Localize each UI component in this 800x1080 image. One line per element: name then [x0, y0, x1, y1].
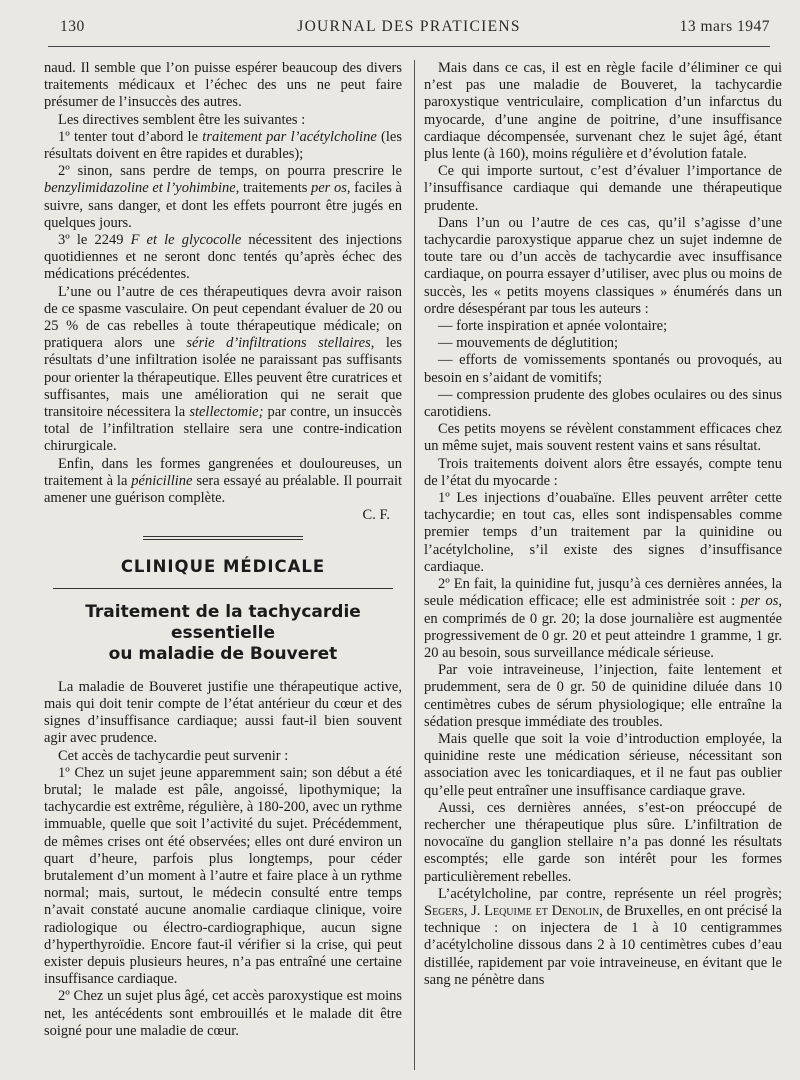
paragraph: Cet accès de tachycardie peut survenir :	[58, 747, 289, 764]
paragraph: Mais quelle que soit la voie d’introduction employée, la quinidine reste une médication sérieuse, nécessitant son association avec les tonicardiaques, et il ne faut pas oublier qu’elle peut entraîner une insuffisance cardiaque grave.	[424, 730, 782, 799]
section-title: CLINIQUE MÉDICALE	[120, 557, 326, 577]
paragraph: Par voie intraveineuse, l’injection, faite lentement et prudemment, sera de 0 gr. 50 de quinidine diluée dans 10 centimètres cubes de sérum physiologique; elle entraîne la sédation presque immédiate des troubles.	[424, 662, 782, 730]
list-item: — forte inspiration et apnée volontaire;	[438, 318, 668, 335]
issue-date: 13 mars 1947	[679, 18, 770, 35]
paragraph: Ces petits moyens se révèlent constamment efficaces chez un même sujet, mais souvent restent vains et sans résultat.	[424, 421, 782, 455]
list-item: — efforts de vomissements spontanés ou provoqués, au besoin en s’aidant de vomitifs;	[424, 352, 782, 386]
paragraph: Ce qui importe surtout, c’est d’évaluer l’importance de l’insuffisance cardiaque qui demande une thérapeutique prudente.	[424, 163, 782, 214]
paragraph: 1º tenter tout d’abord le traitement par l’acétylcholine (les résultats doivent en être rapides et durables);	[44, 128, 402, 163]
list-item: — mouvements de déglutition;	[438, 335, 619, 352]
left-column	[44, 60, 402, 1040]
paragraph: Les directives semblent être les suivantes :	[58, 111, 306, 128]
paragraph: 2º Chez un sujet plus âgé, cet accès paroxystique est moins net, les antécédents sont embrouillés et le malade dit être soigné pour une maladie de cœur.	[44, 988, 402, 1039]
column-divider	[414, 60, 415, 1070]
paragraph: L’acétylcholine, par contre, représente un réel progrès; Segers, J. Lequime et Denolin, de Bruxelles, en ont précisé la technique : on injectera de 1 à 10 centigrammes d’acétylcholine dissous dans 2 à 10 centimètres cubes d’eau distillée, rapidement par voie intraveineuse, en évitant que le sang ne pénètre dans	[424, 885, 782, 988]
paragraph: 3º le 2249 F et le glycocolle nécessitent des injections quotidiennes et ne seront donc tentés qu’après échec des médications précédentes.	[44, 232, 402, 283]
paragraph: Aussi, ces dernières années, s’est-on préoccupé de rechercher une thérapeutique plus sûre. L’infiltration de novocaïne du ganglion stellaire n’a pas donné les résultats escomptés; elle garde son intérêt pour les formes particulièrement rebelles.	[424, 799, 782, 885]
paragraph: 1º Chez un sujet jeune apparemment sain; son début a été brutal; le malade est pâle, angoissé, lipothymique; la tachycardie est extrême, régulière, à 180-200, avec un rythme immuable, quelle que soit l’activité du sujet. Précédemment, de mêmes crises ont été observées; elles ont duré environ un quart d’heure, parfois plus longtemps, pour céder brutalement d’un moment à l’autre et faire place à un rythme normal; mais, surtout, le médecin consulté entre temps n’avait constaté aucune anomalie cardiaque clinique, voire radiologique ou électro-cardiographique, aucun signe d’hyperthyroïdie. Encore faut-il vérifier si la crise, qui peut exister depuis plusieurs heures, n’a pas entraîné une certaine insuffisance cardiaque.	[44, 764, 402, 988]
paragraph: Dans l’un ou l’autre de ces cas, qu’il s’agisse d’une tachycardie paroxystique apparue chez un sujet indemne de toute tare ou d’un accès de tachycardie avec insuffisance cardiaque, on pourra essayer d’utiliser, avec plus ou moins de succès, les « petits moyens classiques » énumérés dans un ordre désespérant par tous les auteurs :	[424, 214, 782, 317]
paragraph: 2º sinon, sans perdre de temps, on pourra prescrire le benzylimidazoline et l’yohimbine, traitements per os, faciles à suivre, sans danger, et dont les effets pourront être jugés en quelques jours.	[44, 163, 402, 231]
list-item: — compression prudente des globes oculaires ou des sinus carotidiens.	[424, 386, 782, 421]
page-header	[48, 16, 770, 42]
right-column	[424, 60, 782, 989]
paragraph: 1º Les injections d’ouabaïne. Elles peuvent arrêter cette tachycardie; en tout cas, elles sont indispensables comme premier temps d’un traitement par la quinidine ou l’acétylcholine, s’il existe des signes d’insuffisance cardiaque.	[424, 490, 782, 575]
paragraph: naud. Il semble que l’on puisse espérer beaucoup des divers traitements médicaux et l’échec des uns ne peut faire présumer de l’insuccès des autres.	[44, 60, 402, 111]
paragraph: L’une ou l’autre de ces thérapeutiques devra avoir raison de ce spasme vasculaire. On peut cependant évaluer de 20 ou 25 % de cas rebelles à toute thérapeutique médicale; on pratiquera alors une série d’infiltrations stellaires, les résultats d’une infiltration isolée ne paraissant pas suffisants pour orienter la thérapeutique. Elles peuvent être curatrices et suffisantes, mais une amélioration qui ne serait que transitoire nécessitera la stellectomie; par contre, un insuccès total de l’infiltration stellaire sera une contre-indication chirurgicale.	[44, 283, 402, 455]
article-title: Traitement de la tachycardie essentielle ou maladie de Bouveret	[85, 601, 361, 664]
header-rule	[48, 46, 770, 47]
paragraph: 2º En fait, la quinidine fut, jusqu’à ces dernières années, la seule médication efficace; elle est administrée soit : per os, en comprimés de 0 gr. 20; la dose journalière est augmentée progressivement de 0 gr. 20 et peut atteindre 1 gramme, 1 gr. 20 au besoin, sous surveillance médicale sérieuse.	[424, 576, 782, 661]
paragraph: Trois traitements doivent alors être essayés, compte tenu de l’état du myocarde :	[424, 455, 782, 489]
paragraph: La maladie de Bouveret justifie une thérapeutique active, mais qui doit tenir compte de l’état antérieur du cœur et des signes d’insuffisance cardiaque; aussi faut-il bien souvent agir avec prudence.	[44, 678, 402, 747]
journal-title: JOURNAL DES PRATICIENS	[297, 18, 521, 35]
signature: C. F.	[362, 507, 390, 524]
paragraph: Mais dans ce cas, il est en règle facile d’éliminer ce qui n’est pas une maladie de Bouveret, la tachycardie paroxystique ventriculaire, complication d’un infarctus du myocarde, d’une angine de poitrine, d’une insuffisance cardiaque décompensée, survenant chez le sujet âgé, étant plus lente (à 160), moins régulière et d’évolution fatale.	[424, 60, 782, 163]
page-number: 130	[60, 18, 85, 35]
paragraph: Enfin, dans les formes gangrenées et douloureuses, un traitement à la pénicilline sera essayé au préalable. Il pourrait amener une guérison complète.	[44, 455, 402, 507]
